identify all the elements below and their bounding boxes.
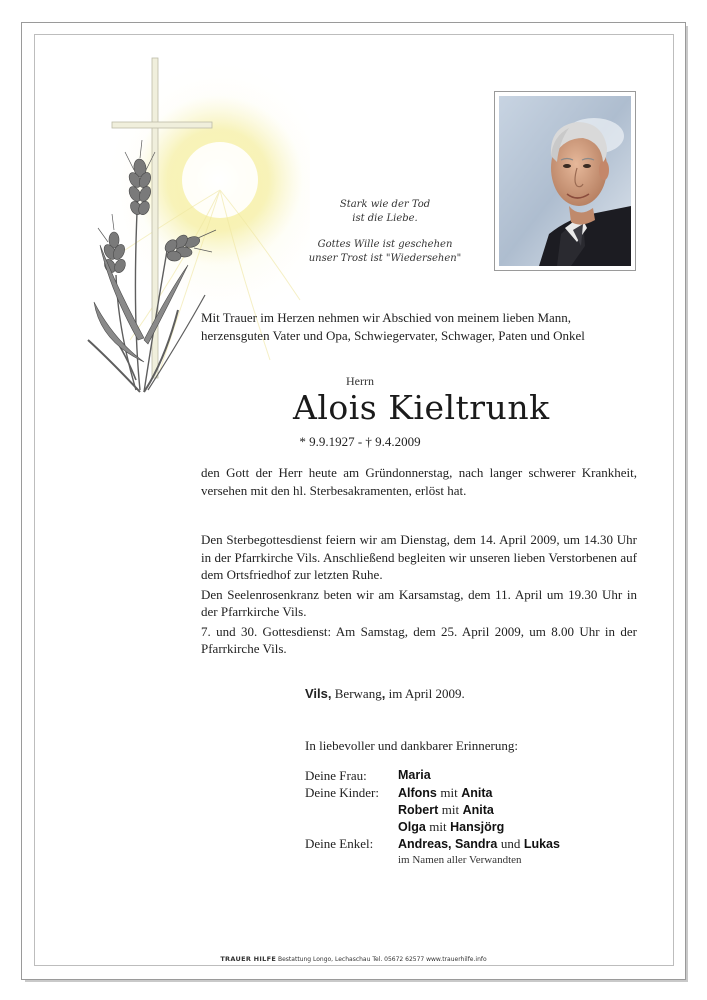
family-row (305, 852, 560, 869)
relatives-note: im Namen aller Verwandten (398, 854, 522, 866)
place-date-text: im April 2009. (385, 686, 465, 701)
family-row (305, 801, 560, 818)
death-text (201, 464, 637, 501)
salutation: Herrn (346, 374, 374, 388)
family-member: Anita (462, 803, 494, 817)
family-row (305, 818, 560, 835)
service-paragraph: Den Sterbegottesdienst feiern wir am Dienstag, dem 14. April 2009, um 14.30 Uhr in der Pfarrkirche Vils. Anschließend begleiten wir unseren lieben Verstorbenen auf dem Ortsfriedhof zur letzten Ruhe. (201, 532, 637, 582)
deceased-name: Alois Kieltrunk (293, 388, 550, 427)
mit-word: mit (429, 819, 447, 834)
portrait-photo (499, 96, 631, 266)
family-label: Deine Enkel: (305, 836, 374, 851)
family-member: Robert (398, 803, 439, 817)
service-paragraph: Den Seelenrosenkranz beten wir am Karsamstag, dem 11. April um 19.30 Uhr in der Pfarrkirche Vils. (201, 586, 637, 619)
family-label: Deine Frau: (305, 768, 367, 783)
place-rest: Berwang (331, 686, 382, 701)
mit-word: mit (441, 802, 460, 817)
place-town: Vils, (305, 686, 332, 701)
family-list (305, 767, 560, 869)
footer-text: Bestattung Longo, Lechaschau Tel. 05672 62577 www.trauerhilfe.info (278, 956, 487, 963)
family-member: Anita (461, 786, 493, 800)
family-member: Hansjörg (450, 820, 505, 834)
family-label: Deine Kinder: (305, 785, 380, 800)
life-dates: * 9.9.1927 - † 9.4.2009 (299, 434, 421, 449)
quote-line: Stark wie der Tod (339, 199, 431, 210)
mit-word: mit (440, 785, 458, 800)
und-word: und (500, 836, 521, 851)
family-member: Andreas, Sandra (398, 837, 498, 851)
memory-line: In liebevoller und dankbarer Erinnerung: (305, 738, 518, 753)
death-paragraph: den Gott der Herr heute am Gründonnerstag, nach langer schwerer Krankheit, versehen mit den hl. Sterbesakramenten, erlöst hat. (201, 465, 637, 498)
place-date (305, 686, 465, 702)
portrait-frame (494, 91, 636, 271)
footer-brand: TRAUER HILFE (220, 955, 277, 963)
services-text (201, 531, 637, 660)
family-row (305, 784, 560, 801)
family-member: Maria (398, 768, 431, 782)
family-row (305, 767, 560, 784)
footer (0, 955, 707, 963)
quote-line: Gottes Wille ist geschehen (317, 239, 453, 250)
place-comma: , (381, 686, 386, 701)
family-member: Lukas (523, 837, 560, 851)
service-paragraph: 7. und 30. Gottesdienst: Am Samstag, dem 25. April 2009, um 8.00 Uhr in der Pfarrkirche Vils. (201, 623, 637, 656)
family-row (305, 835, 560, 852)
quote-line: ist die Liebe. (352, 213, 418, 224)
family-member: Alfons (398, 786, 437, 800)
intro-text: Mit Trauer im Herzen nehmen wir Abschied von meinem lieben Mann, herzensguten Vater und Opa, Schwiegervater, Schwager, Paten und Onkel (201, 310, 585, 343)
family-member: Olga (398, 820, 426, 834)
quote (300, 198, 470, 278)
quote-line: unser Trost ist "Wiedersehen" (308, 253, 462, 264)
cross-wheat-artwork (70, 40, 310, 420)
